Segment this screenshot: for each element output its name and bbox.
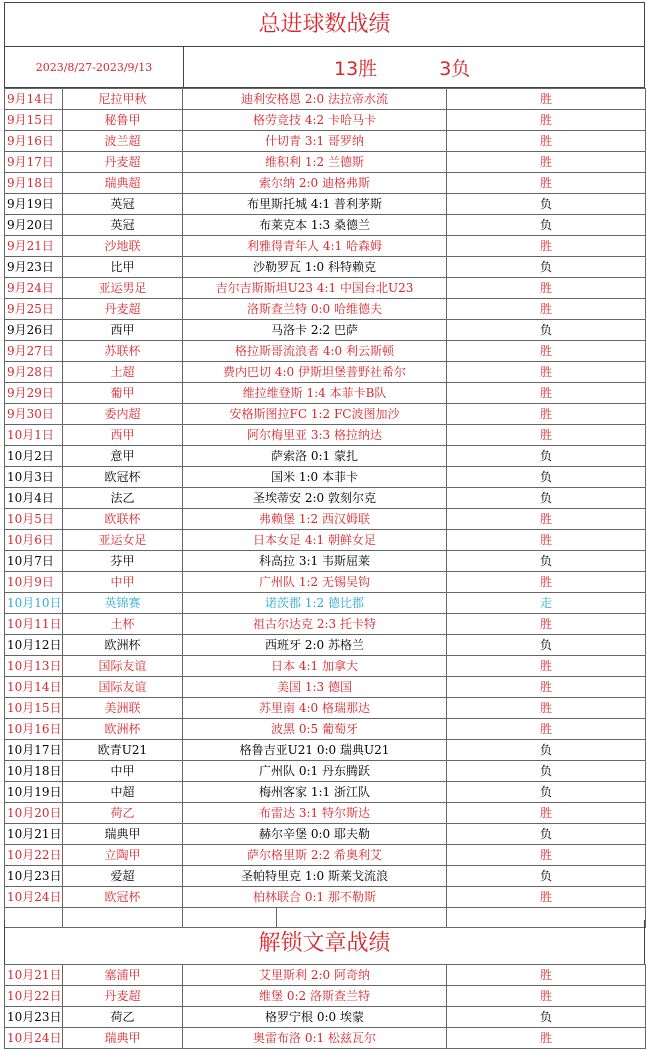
match-score: 迪利安格恩 2:0 法拉帝水流 [183,89,447,110]
match-date: 10月2日 [5,446,63,467]
match-date: 9月25日 [5,299,63,320]
league-name: 欧联杯 [63,509,183,530]
match-result: 负 [447,782,646,803]
match-score: 国米 1:0 本菲卡 [183,467,447,488]
match-score: 圣埃蒂安 2:0 敦刻尔克 [183,488,447,509]
table-row [5,656,646,677]
table-row [5,551,646,572]
match-date: 9月28日 [5,362,63,383]
league-name: 波兰超 [63,131,183,152]
table-row [5,866,646,887]
league-name: 瑞典甲 [63,824,183,845]
match-result: 胜 [447,530,646,551]
match-result: 胜 [447,986,646,1007]
match-result: 胜 [447,341,646,362]
match-score: 广州队 0:1 丹东腾跃 [183,761,447,782]
table-row [5,425,646,446]
match-result: 胜 [447,698,646,719]
match-score: 奥雷布洛 0:1 松兹瓦尔 [183,1028,447,1049]
match-result: 胜 [447,299,646,320]
match-date: 9月20日 [5,215,63,236]
match-date: 9月16日 [5,131,63,152]
match-date: 9月14日 [5,89,63,110]
league-name: 荷乙 [63,803,183,824]
match-result: 负 [447,761,646,782]
league-name: 西甲 [63,425,183,446]
match-date: 9月23日 [5,257,63,278]
match-score: 格劳竞技 4:2 卡哈马卡 [183,110,447,131]
match-date: 9月29日 [5,383,63,404]
table-row [5,572,646,593]
match-result: 胜 [447,89,646,110]
match-score: 安格斯图拉FC 1:2 FC波图加沙 [183,404,447,425]
match-result: 负 [447,740,646,761]
match-score: 洛斯查兰特 0:0 哈维德夫 [183,299,447,320]
league-name: 欧冠杯 [63,467,183,488]
match-date: 10月15日 [5,698,63,719]
match-score: 格拉斯哥流浪者 4:0 利云斯顿 [183,341,447,362]
league-name: 法乙 [63,488,183,509]
table-row [5,131,646,152]
match-date: 10月12日 [5,635,63,656]
match-score: 萨索洛 0:1 蒙扎 [183,446,447,467]
match-date: 10月9日 [5,572,63,593]
match-score: 弗赖堡 1:2 西汉姆联 [183,509,447,530]
league-name: 中甲 [63,572,183,593]
match-result: 胜 [447,278,646,299]
table-row [5,887,646,908]
match-score: 马洛卡 2:2 巴萨 [183,320,447,341]
match-score: 日本女足 4:1 朝鲜女足 [183,530,447,551]
league-name: 中甲 [63,761,183,782]
match-score: 日本 4:1 加拿大 [183,656,447,677]
summary-row [4,46,645,88]
table-row [5,740,646,761]
match-score: 波黑 0:5 葡萄牙 [183,719,447,740]
league-name: 国际友谊 [63,677,183,698]
match-result: 胜 [447,152,646,173]
match-score: 西班牙 2:0 苏格兰 [183,635,447,656]
match-result: 胜 [447,845,646,866]
table-row [5,803,646,824]
table-row [5,530,646,551]
league-name: 英冠 [63,194,183,215]
match-result: 胜 [447,887,646,908]
match-date: 10月22日 [5,845,63,866]
table-row [5,404,646,425]
match-date: 10月22日 [5,986,63,1007]
league-name: 委内超 [63,404,183,425]
match-date: 10月23日 [5,866,63,887]
match-score: 布雷达 3:1 特尔斯达 [183,803,447,824]
match-date: 9月24日 [5,278,63,299]
match-result: 负 [447,635,646,656]
match-date: 10月4日 [5,488,63,509]
unlock-records-table [4,964,646,1049]
match-score: 沙勒罗瓦 1:0 科特赖克 [183,257,447,278]
match-result: 负 [447,1007,646,1028]
table-row [5,698,646,719]
match-score: 格鲁吉亚U21 0:0 瑞典U21 [183,740,447,761]
match-result: 负 [447,467,646,488]
table-row [5,509,646,530]
match-result: 胜 [447,383,646,404]
match-date: 10月5日 [5,509,63,530]
table-row [5,761,646,782]
match-result: 负 [447,194,646,215]
match-date: 10月17日 [5,740,63,761]
match-date: 9月26日 [5,320,63,341]
match-date: 10月24日 [5,1028,63,1049]
league-name: 土杯 [63,614,183,635]
match-date: 9月17日 [5,152,63,173]
league-name: 英冠 [63,215,183,236]
match-score: 费内巴切 4:0 伊斯坦堡普野社希尔 [183,362,447,383]
league-name: 美洲联 [63,698,183,719]
match-date: 10月1日 [5,425,63,446]
match-score: 萨尔格里斯 2:2 希奥利艾 [183,845,447,866]
table-row [5,1007,646,1028]
match-score: 利雅得青年人 4:1 哈森姆 [183,236,447,257]
table-row [5,215,646,236]
league-name: 欧洲杯 [63,635,183,656]
table-row [5,362,646,383]
match-result: 胜 [447,677,646,698]
table-row [5,152,646,173]
match-date: 9月21日 [5,236,63,257]
league-name: 国际友谊 [63,656,183,677]
table-row [5,299,646,320]
table-row [5,110,646,131]
league-name: 比甲 [63,257,183,278]
match-result: 负 [447,866,646,887]
match-score: 广州队 1:2 无锡吴钩 [183,572,447,593]
match-result: 负 [447,551,646,572]
table-row [5,236,646,257]
league-name: 荷乙 [63,1007,183,1028]
match-result: 负 [447,215,646,236]
league-name: 欧青U21 [63,740,183,761]
match-result: 胜 [447,110,646,131]
league-name: 秘鲁甲 [63,110,183,131]
wins-count: 13胜 [334,57,378,80]
match-result: 胜 [447,1028,646,1049]
table-row [5,593,646,614]
table-row [5,782,646,803]
records-table [4,88,646,928]
table-row [5,824,646,845]
match-result: 胜 [447,614,646,635]
match-score: 艾里斯利 2:0 阿奇纳 [183,965,447,986]
league-name: 爱超 [63,866,183,887]
match-result: 负 [447,824,646,845]
league-name: 西甲 [63,320,183,341]
match-date: 10月21日 [5,965,63,986]
match-result: 走 [447,593,646,614]
match-score: 布里斯托城 4:1 普利茅斯 [183,194,447,215]
date-range: 2023/8/27-2023/9/13 [5,47,184,87]
table-row [5,614,646,635]
match-score: 苏里南 4:0 格瑞那达 [183,698,447,719]
match-score: 赫尔辛堡 0:0 耶夫勒 [183,824,447,845]
match-date: 10月24日 [5,887,63,908]
league-name: 英锦赛 [63,593,183,614]
table-row [5,719,646,740]
match-date: 9月18日 [5,173,63,194]
match-result: 胜 [447,656,646,677]
match-score: 维堡 0:2 洛斯查兰特 [183,986,447,1007]
table-row [5,278,646,299]
match-score: 索尔纳 2:0 迪格弗斯 [183,173,447,194]
match-score: 格罗宁根 0:0 埃蒙 [183,1007,447,1028]
table-row [5,845,646,866]
match-result: 胜 [447,404,646,425]
league-name: 欧冠杯 [63,887,183,908]
table-row [5,1028,646,1049]
table-row [5,383,646,404]
losses-count: 3负 [439,57,471,80]
match-date: 10月23日 [5,1007,63,1028]
match-score: 吉尔吉斯斯坦U23 4:1 中国台北U23 [183,278,447,299]
match-date: 9月19日 [5,194,63,215]
match-date: 10月6日 [5,530,63,551]
table-row [5,89,646,110]
league-name: 塞浦甲 [63,965,183,986]
league-name: 瑞典甲 [63,1028,183,1049]
win-loss-record [184,47,644,87]
league-name: 葡甲 [63,383,183,404]
league-name: 立陶甲 [63,845,183,866]
league-name: 尼拉甲秋 [63,89,183,110]
league-name: 中超 [63,782,183,803]
match-result: 负 [447,488,646,509]
league-name: 欧洲杯 [63,719,183,740]
table-row [5,677,646,698]
match-score: 梅州客家 1:1 浙江队 [183,782,447,803]
match-result: 胜 [447,965,646,986]
match-result: 负 [447,320,646,341]
table-row [5,467,646,488]
league-name: 苏联杯 [63,341,183,362]
match-score: 美国 1:3 德国 [183,677,447,698]
league-name: 丹麦超 [63,152,183,173]
match-score: 祖古尔达克 2:3 托卡特 [183,614,447,635]
table-row [5,986,646,1007]
match-score: 布莱克本 1:3 桑德兰 [183,215,447,236]
table-row [5,446,646,467]
league-name: 丹麦超 [63,986,183,1007]
league-name: 丹麦超 [63,299,183,320]
match-score: 科高拉 3:1 韦斯屈莱 [183,551,447,572]
match-date: 10月7日 [5,551,63,572]
league-name: 意甲 [63,446,183,467]
match-result: 胜 [447,131,646,152]
match-score: 阿尔梅里亚 3:3 格拉纳达 [183,425,447,446]
match-result: 负 [447,257,646,278]
match-date: 9月30日 [5,404,63,425]
table-row [5,194,646,215]
match-result: 胜 [447,425,646,446]
league-name: 亚运女足 [63,530,183,551]
match-result: 胜 [447,362,646,383]
match-score: 什切青 3:1 哥罗纳 [183,131,447,152]
match-result: 胜 [447,173,646,194]
match-date: 10月13日 [5,656,63,677]
match-result: 胜 [447,572,646,593]
table-row [5,257,646,278]
league-name: 瑞典超 [63,173,183,194]
match-result: 胜 [447,236,646,257]
match-score: 维拉维登斯 1:4 本菲卡B队 [183,383,447,404]
match-score: 柏林联合 0:1 那不勒斯 [183,887,447,908]
match-score: 诺茨郡 1:2 德比郡 [183,593,447,614]
table-row [5,320,646,341]
table-row [5,965,646,986]
match-score: 维积利 1:2 兰德斯 [183,152,447,173]
table-row [5,341,646,362]
league-name: 亚运男足 [63,278,183,299]
match-date: 10月20日 [5,803,63,824]
page-title: 总进球数战绩 [4,2,645,46]
match-date: 10月19日 [5,782,63,803]
match-date: 10月14日 [5,677,63,698]
match-date: 9月15日 [5,110,63,131]
league-name: 芬甲 [63,551,183,572]
table-row [5,635,646,656]
match-date: 10月16日 [5,719,63,740]
unlock-section-title: 解锁文章战绩 [4,920,645,964]
match-result: 胜 [447,509,646,530]
match-result: 胜 [447,719,646,740]
match-date: 10月18日 [5,761,63,782]
match-date: 10月21日 [5,824,63,845]
match-result: 胜 [447,803,646,824]
match-date: 10月11日 [5,614,63,635]
league-name: 沙地联 [63,236,183,257]
match-result: 负 [447,446,646,467]
match-score: 圣帕特里克 1:0 斯莱戈流浪 [183,866,447,887]
match-date: 9月27日 [5,341,63,362]
match-date: 10月3日 [5,467,63,488]
match-date: 10月10日 [5,593,63,614]
table-row [5,173,646,194]
table-row [5,488,646,509]
league-name: 土超 [63,362,183,383]
